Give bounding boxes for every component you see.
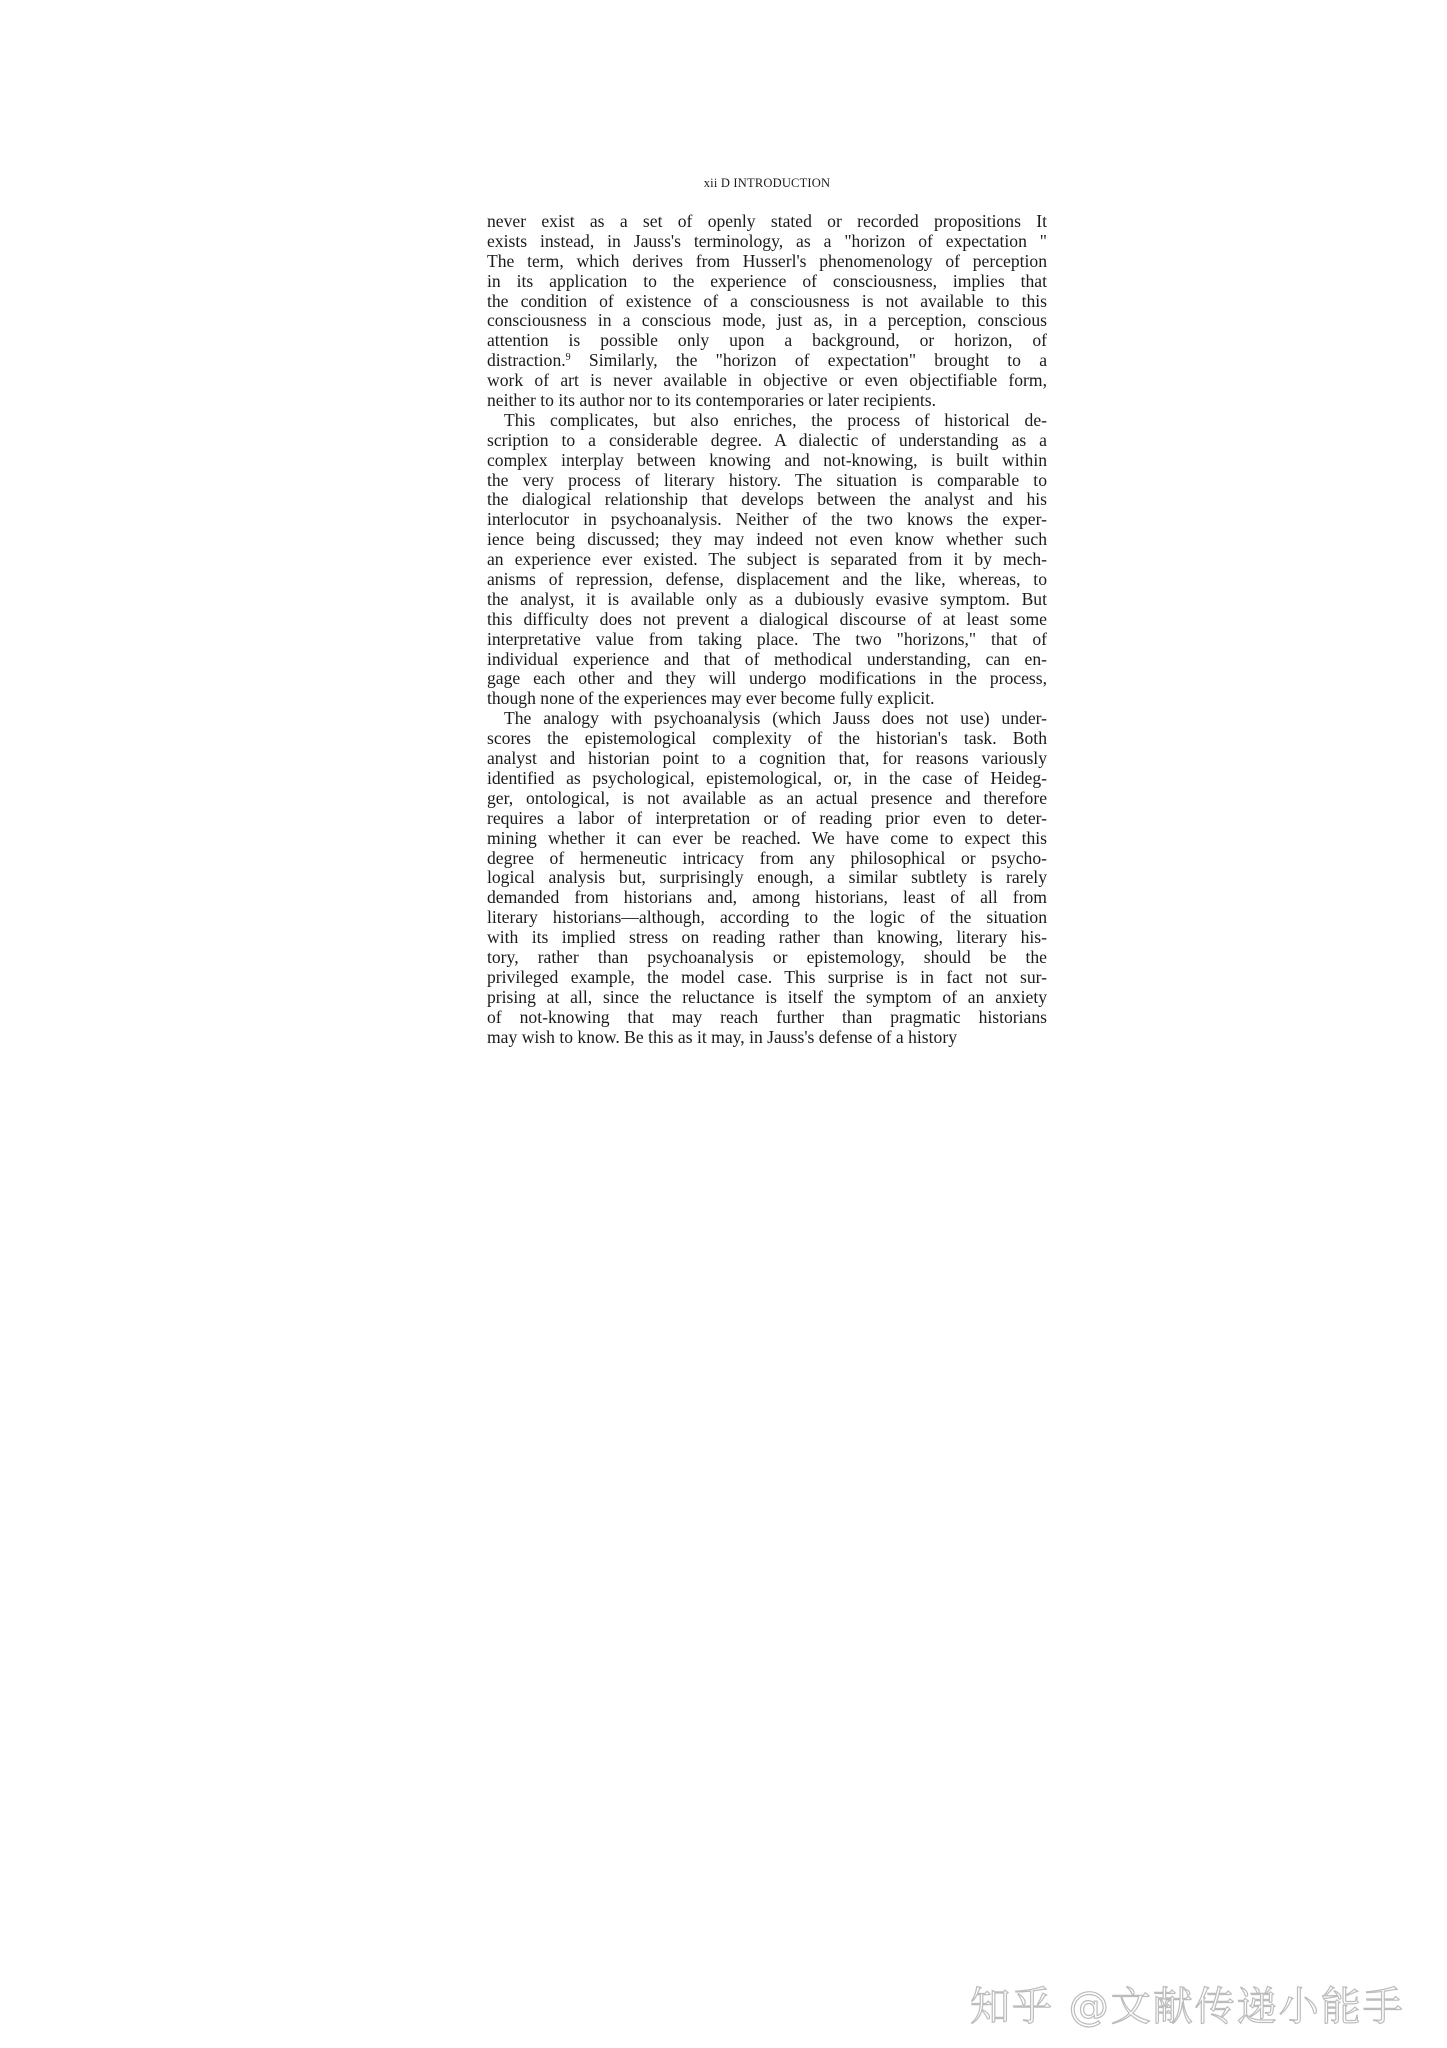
text-line: individual experience and that of methodical understanding, can en- xyxy=(487,649,1047,669)
text-line: interlocutor in psychoanalysis. Neither of the two knows the exper- xyxy=(487,510,1047,530)
text-line: an experience ever existed. The subject is separated from it by mech- xyxy=(487,550,1047,570)
text-line: demanded from historians and, among historians, least of all from xyxy=(487,888,1047,908)
text-fragment: distraction. xyxy=(487,351,566,371)
text-line: consciousness in a conscious mode, just as, in a perception, conscious xyxy=(487,311,1047,331)
text-line: of not-knowing that may reach further than pragmatic historians xyxy=(487,1007,1047,1027)
text-line: the dialogical relationship that develops between the analyst and his xyxy=(487,490,1047,510)
text-line: analyst and historian point to a cognition that, for reasons variously xyxy=(487,749,1047,769)
body-text xyxy=(487,212,1047,1047)
text-line: privileged example, the model case. This surprise is in fact not sur- xyxy=(487,967,1047,987)
watermark: 知乎 @文献传递小能手 xyxy=(970,1984,1405,2030)
text-line: with its implied stress on reading rather than knowing, literary his- xyxy=(487,928,1047,948)
text-line: mining whether it can ever be reached. We have come to expect this xyxy=(487,828,1047,848)
text-line: the analyst, it is available only as a dubiously evasive symptom. But xyxy=(487,589,1047,609)
text-line: gage each other and they will undergo modifications in the process, xyxy=(487,669,1047,689)
text-line: The term, which derives from Husserl's phenomenology of perception xyxy=(487,251,1047,271)
paragraph-1 xyxy=(487,212,1047,411)
text-line: may wish to know. Be this as it may, in Jauss's defense of a history xyxy=(487,1027,957,1047)
text-line: logical analysis but, surprisingly enough, a similar subtlety is rarely xyxy=(487,868,1047,888)
paragraph-2 xyxy=(487,411,1047,709)
paragraph-3 xyxy=(487,709,1047,1047)
text-line: scores the epistemological complexity of the historian's task. Both xyxy=(487,729,1047,749)
text-line: ger, ontological, is not available as an actual presence and therefore xyxy=(487,788,1047,808)
text-line: work of art is never available in objective or even objectifiable form, xyxy=(487,371,1047,391)
text-line: requires a labor of interpretation or of reading prior even to deter- xyxy=(487,808,1047,828)
text-fragment: Similarly, the "horizon of expectation" brought to a xyxy=(570,351,1047,371)
text-line: literary historians—although, according to the logic of the situation xyxy=(487,908,1047,928)
text-line: neither to its author nor to its contemporaries or later recipients. xyxy=(487,391,936,411)
text-line: though none of the experiences may ever become fully explicit. xyxy=(487,689,935,709)
text-line: The analogy with psychoanalysis (which Jauss does not use) under- xyxy=(504,709,1047,729)
text-line: this difficulty does not prevent a dialogical discourse of at least some xyxy=(487,609,1047,629)
text-line: prising at all, since the reluctance is itself the symptom of an anxiety xyxy=(487,987,1047,1007)
text-line: anisms of repression, defense, displacement and the like, whereas, to xyxy=(487,570,1047,590)
text-line: degree of hermeneutic intricacy from any philosophical or psycho- xyxy=(487,848,1047,868)
text-line: This complicates, but also enriches, the process of historical de- xyxy=(504,410,1047,430)
text-line: exists instead, in Jauss's terminology, as a "horizon of expectation " xyxy=(487,231,1047,251)
text-line: in its application to the experience of consciousness, implies that xyxy=(487,271,1047,291)
text-line-with-footnote xyxy=(487,351,1047,371)
text-line: identified as psychological, epistemological, or, in the case of Heideg- xyxy=(487,768,1047,788)
footnote-marker: 9 xyxy=(565,352,571,364)
running-head: xii D INTRODUCTION xyxy=(703,176,831,190)
text-line: interpretative value from taking place. The two "horizons," that of xyxy=(487,629,1047,649)
text-line: tory, rather than psychoanalysis or epistemology, should be the xyxy=(487,947,1047,967)
text-line: the very process of literary history. The situation is comparable to xyxy=(487,470,1047,490)
text-line: scription to a considerable degree. A dialectic of understanding as a xyxy=(487,430,1047,450)
text-line: never exist as a set of openly stated or recorded propositions It xyxy=(487,212,1047,231)
text-line: attention is possible only upon a background, or horizon, of xyxy=(487,331,1047,351)
text-line: ience being discussed; they may indeed not even know whether such xyxy=(487,530,1047,550)
text-line: complex interplay between knowing and not-knowing, is built within xyxy=(487,450,1047,470)
text-line: the condition of existence of a consciousness is not available to this xyxy=(487,291,1047,311)
